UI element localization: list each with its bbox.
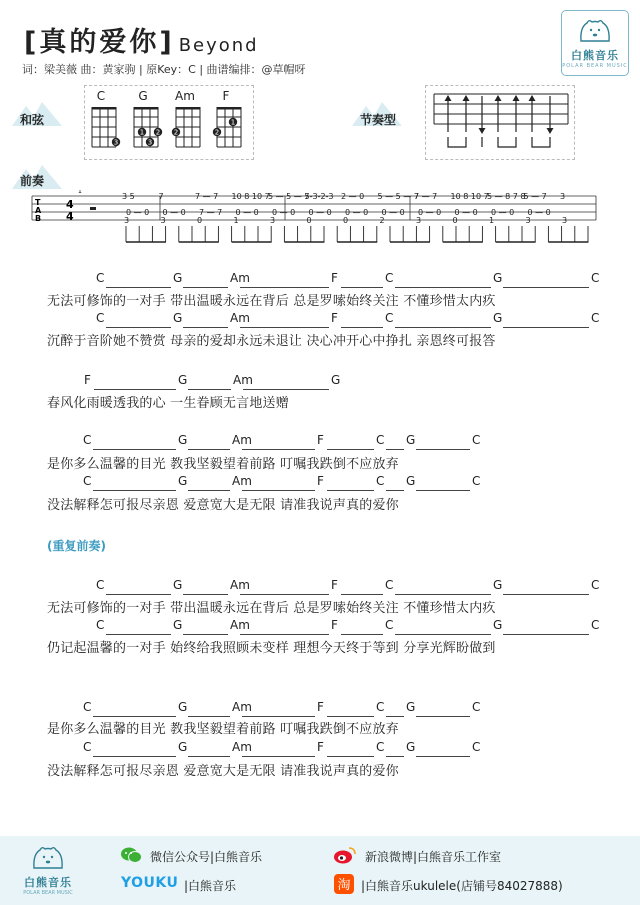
chord-symbol: F [331,311,338,325]
chord-symbol: G [178,433,188,447]
chord-symbol: G [406,474,416,488]
tab-note: 0 — 0 [162,208,186,217]
chord-symbol: C [472,700,481,714]
lyric-line: 是你多么温馨的目光 教我坚毅望着前路 叮嘱我跌倒不应放弃 [47,457,399,472]
chord-symbol: F [84,373,91,387]
chord-duration-line [106,327,171,328]
svg-text:A: A [35,206,42,215]
tab-note: 0 — 0 [527,208,551,217]
chord-symbol: C [385,578,394,592]
chord-name-f: F [222,89,230,103]
chord-symbol: C [83,700,92,714]
chord-duration-line [416,449,470,450]
lyric-line: 春风化雨暖透我的心 一生眷顾无言地送赠 [47,396,289,411]
tab-note: 10 8 10 7 [231,192,270,201]
tab-note: 2 — 0 [341,192,365,201]
chord-duration-line [188,449,230,450]
taobao-store[interactable]: |白熊音乐ukulele(店铺号84027888) [361,879,563,893]
chord-duration-line [240,287,329,288]
tab-note: 0 — 0 [454,208,478,217]
chord-duration-line [416,490,470,491]
lyric-line: 仍记起温馨的一对手 始终给我照顾未变样 理想今天终于等到 分享光辉盼做到 [47,641,496,656]
footer-logo-name: 白熊音乐 [24,876,72,889]
chord-symbol: Am [232,433,252,447]
chord-duration-line [240,594,329,595]
chord-symbol: G [406,433,416,447]
tab-note: 3 [525,216,531,225]
chord-symbol: G [406,700,416,714]
chord-symbol: G [493,618,503,632]
svg-text:3: 3 [113,138,119,147]
chord-duration-line [106,594,171,595]
youku-logo [121,875,178,891]
chord-duration-line [386,449,404,450]
lyric-line: 没法解释怎可报尽亲恩 爱意宽大是无限 请准我说声真的爱你 [47,764,399,779]
tab-note: 1 [489,216,495,225]
chord-duration-line [503,594,589,595]
chord-duration-line [327,716,374,717]
chord-symbol: C [376,740,385,754]
chord-symbol: G [173,618,183,632]
tab-note: 0 — 0 [235,208,259,217]
chord-duration-line [395,594,491,595]
tab-note: 7 — 7 [195,192,219,201]
chord-duration-line [93,490,176,491]
chord-duration-line [327,756,374,757]
chord-duration-line [183,287,228,288]
chord-symbol: C [472,740,481,754]
wechat-icon [120,846,142,864]
time-sig-top: 4 [66,198,74,211]
chord-duration-line [243,389,329,390]
strum-label: 节奏型 [360,113,397,127]
chord-symbol: C [472,474,481,488]
chord-symbol: G [331,373,341,387]
chord-symbol: Am [232,474,252,488]
tab-note: 0 — 0 [418,208,442,217]
footer-logo-sub: POLAR BEAR MUSIC [23,890,73,896]
youku-account[interactable]: |白熊音乐 [184,879,237,893]
chord-symbol: C [591,578,600,592]
chord-symbol: F [331,618,338,632]
chord-symbol: C [376,474,385,488]
svg-text:淘: 淘 [337,878,351,893]
chord-duration-line [341,594,383,595]
tab-note: 0 — 0 [345,208,369,217]
tab-note: 7 [158,192,164,201]
chord-duration-line [106,287,171,288]
chord-symbol: C [83,740,92,754]
svg-text:1: 1 [139,128,145,137]
logo-name: 白熊音乐 [571,49,619,62]
chord-symbol: C [385,271,394,285]
chord-duration-line [341,327,383,328]
chord-symbol: C [96,271,105,285]
chord-symbol: C [96,578,105,592]
chord-symbol: F [331,271,338,285]
tab-note: 5 — 8 7 8 [487,192,526,201]
tab-note: 3 [124,216,130,225]
weibo-account[interactable]: 新浪微博|白熊音乐工作室 [365,850,502,864]
chord-duration-line [341,287,383,288]
tab-note: 5 — 5 — 7 [268,192,310,201]
tab-note: 7 — 7 [199,208,223,217]
youku-brand: YOUKU [121,875,179,891]
chord-duration-line [503,327,589,328]
chord-duration-line [93,449,176,450]
tab-note: 3 [270,216,276,225]
chord-duration-line [503,634,589,635]
chord-symbol: Am [230,271,250,285]
artist-text: Beyond [178,35,259,56]
tab-note: 5-3-2-3 [304,192,334,201]
chord-symbol: C [96,311,105,325]
tab-note: 3 [160,216,166,225]
chord-duration-line [183,327,228,328]
chord-duration-line [94,389,176,390]
lyric-line: 没法解释怎可报尽亲恩 爱意宽大是无限 请准我说声真的爱你 [47,498,399,513]
chord-symbol: C [376,433,385,447]
chord-duration-line [242,449,315,450]
logo-sub: POLAR BEAR MUSIC [562,63,628,69]
chord-symbol: Am [230,311,250,325]
chord-duration-line [106,634,171,635]
lyric-line: 沉醉于音阶她不赞赏 母亲的爱却永远未退让 决心冲开心中挣扎 亲恩终可报答 [47,334,496,349]
lyric-line: 无法可修饰的一对手 带出温暖永远在背后 总是罗嗦始终关注 不懂珍惜太内疚 [47,294,496,309]
tab-clef: T [35,198,41,207]
chord-symbol: G [493,578,503,592]
chord-duration-line [240,327,329,328]
chord-duration-line [386,716,404,717]
tab-note: 10 8 10 7 [450,192,489,201]
chord-duration-line [395,287,491,288]
tab-note: 2 [379,216,385,225]
chord-duration-line [395,634,491,635]
chord-duration-line [188,716,230,717]
chord-symbol: G [173,578,183,592]
chord-duration-line [93,716,176,717]
chord-symbol: G [178,700,188,714]
chord-duration-line [341,634,383,635]
chord-duration-line [386,490,404,491]
chord-duration-line [240,634,329,635]
svg-text:1: 1 [230,118,236,127]
chord-duration-line [327,490,374,491]
chord-symbol: Am [230,578,250,592]
chord-symbol: G [178,740,188,754]
tab-note: 3 5 [122,192,135,201]
measure-number: 1 [78,190,82,195]
chord-symbol: G [493,311,503,325]
tab-note: 7 — 7 [414,192,438,201]
svg-text:B: B [35,214,42,223]
svg-text:2: 2 [214,128,220,137]
chords-label: 和弦 [20,113,45,127]
footer [0,836,640,905]
chord-duration-line [386,756,404,757]
chord-symbol: C [591,271,600,285]
chord-duration-line [395,327,491,328]
chord-symbol: C [591,618,600,632]
tab-note: 0 — 0 [272,208,296,217]
chord-symbol: F [317,474,324,488]
chord-symbol: G [178,373,188,387]
time-sig-bottom: 4 [66,210,74,223]
chord-symbol: G [173,271,183,285]
chord-symbol: F [317,740,324,754]
intro-label: 前奏 [20,174,45,188]
chord-duration-line [188,389,231,390]
chord-symbol: C [376,700,385,714]
wechat-account[interactable]: 微信公众号|白熊音乐 [150,850,263,864]
chord-symbol: Am [230,618,250,632]
tab-note: 0 — 0 [126,208,150,217]
chord-symbol: G [406,740,416,754]
tab-note: 0 — 0 [308,208,332,217]
chord-duration-line [242,716,315,717]
footer-logo [18,844,78,900]
chord-duration-line [188,490,230,491]
taobao-icon [334,874,354,894]
lyric-line: 是你多么温馨的目光 教我坚毅望着前路 叮嘱我跌倒不应放弃 [47,722,399,737]
tab-note: 0 [343,216,349,225]
repeat-intro-label: (重复前奏) [47,539,106,553]
chord-symbol: C [96,618,105,632]
tab-note: 3 [416,216,422,225]
chord-symbol: Am [233,373,253,387]
chord-symbol: Am [232,740,252,754]
tab-note: 3 [562,216,568,225]
chord-symbol: C [83,433,92,447]
title-text: [真的爱你] [24,27,175,58]
tab-note: 0 — 0 [491,208,515,217]
chord-name-am: Am [175,89,195,103]
chord-symbol: C [385,618,394,632]
chord-symbol: C [83,474,92,488]
chord-symbol: G [178,474,188,488]
tab-note: 1 [233,216,239,225]
chord-duration-line [183,634,228,635]
tab-note: 0 — 0 [381,208,405,217]
svg-text:2: 2 [173,128,179,137]
chord-name-g: G [138,89,148,103]
tab-note: 5 — 7 [523,192,547,201]
chord-symbol: F [317,433,324,447]
chord-symbol: C [385,311,394,325]
svg-text:3: 3 [147,138,153,147]
chord-symbol: G [493,271,503,285]
chord-symbol: F [331,578,338,592]
weibo-icon [333,845,357,865]
tab-note: 3 [560,192,566,201]
chord-duration-line [327,449,374,450]
chord-duration-line [503,287,589,288]
chord-duration-line [416,716,470,717]
chord-duration-line [242,756,315,757]
chord-symbol: C [472,433,481,447]
chord-symbol: C [591,311,600,325]
chord-duration-line [416,756,470,757]
chord-symbol: G [173,311,183,325]
tab-note: 5 — 5 — 7 [377,192,419,201]
svg-text:2: 2 [155,128,161,137]
chord-symbol: Am [232,700,252,714]
chord-duration-line [93,756,176,757]
tab-note: 0 [306,216,312,225]
chord-symbol: F [317,700,324,714]
song-meta: 词：梁美薇 曲：黄家驹 | 原Key：C | 曲谱编排：@草帽呀 [22,63,306,76]
tab-note: 0 [197,216,203,225]
polar-bear-icon [30,844,66,870]
chord-duration-line [242,490,315,491]
chord-duration-line [188,756,230,757]
tab-note: 0 [452,216,458,225]
chord-name-c: C [96,89,106,103]
lyric-line: 无法可修饰的一对手 带出温暖永远在背后 总是罗嗦始终关注 不懂珍惜太内疚 [47,601,496,616]
chord-duration-line [183,594,228,595]
